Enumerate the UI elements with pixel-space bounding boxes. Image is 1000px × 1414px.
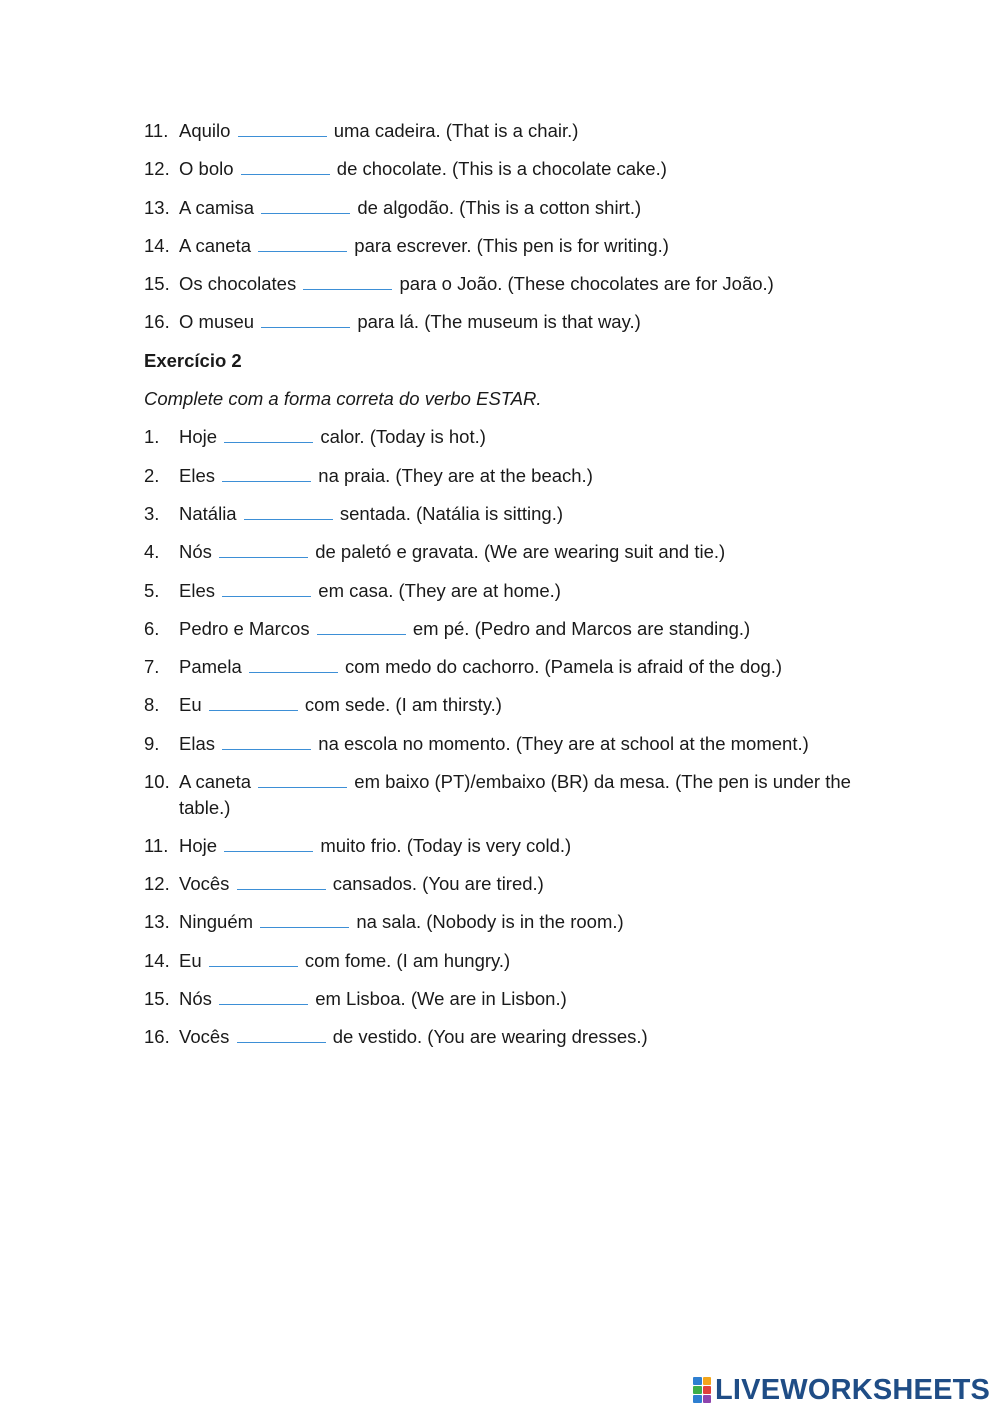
item-text-after: para o João. (These chocolates are for João.) <box>399 273 774 295</box>
answer-blank[interactable] <box>237 1025 326 1043</box>
item-number: 8. <box>144 694 160 716</box>
item-number: 16. <box>144 1026 170 1048</box>
item-text-after: sentada. (Natália is sitting.) <box>339 502 564 524</box>
item-text-after: em casa. (They are at home.) <box>318 579 561 601</box>
exercise-item <box>144 424 864 450</box>
item-text-before: Eles <box>179 464 215 486</box>
liveworksheets-logo <box>693 1375 990 1405</box>
logo-tile <box>703 1386 712 1394</box>
item-text-before: Ninguém <box>179 911 254 933</box>
answer-blank[interactable] <box>222 464 311 482</box>
logo-tile <box>703 1377 712 1385</box>
item-number: 14. <box>144 949 170 971</box>
item-text-after: na sala. (Nobody is in the room.) <box>356 911 624 933</box>
item-text-before: Eles <box>179 579 215 601</box>
exercise-item <box>144 654 864 680</box>
item-number: 15. <box>144 273 170 295</box>
item-text-before: Pedro e Marcos <box>179 617 310 639</box>
item-text-before: Pamela <box>179 656 242 678</box>
item-number: 16. <box>144 311 170 333</box>
item-text-before: Aquilo <box>179 120 231 141</box>
exercise-item <box>144 578 864 604</box>
item-text-after: com medo do cachorro. (Pamela is afraid of the dog.) <box>345 656 783 678</box>
item-number: 12. <box>144 158 170 180</box>
exercise-item <box>144 871 864 897</box>
answer-blank[interactable] <box>261 196 350 214</box>
item-number: 9. <box>144 732 160 754</box>
item-text-before: Os chocolates <box>179 273 297 295</box>
answer-blank[interactable] <box>222 732 311 750</box>
item-text-after: na escola no momento. (They are at school at the moment.) <box>318 732 809 754</box>
item-text-after: uma cadeira. (That is a chair.) <box>333 120 579 141</box>
worksheet-page <box>144 118 864 1063</box>
answer-blank[interactable] <box>238 119 327 137</box>
exercise-item <box>144 986 864 1012</box>
answer-blank[interactable] <box>209 693 298 711</box>
exercise-item <box>144 769 864 820</box>
exercise-item <box>144 195 864 221</box>
exercise-1-list <box>144 118 864 335</box>
item-text-before: Eu <box>179 694 202 716</box>
item-text-after: de paletó e gravata. (We are wearing suit and tie.) <box>315 541 726 563</box>
item-text-before: Vocês <box>179 873 230 895</box>
item-text-before: Nós <box>179 541 212 563</box>
exercise-2-list <box>144 424 864 1049</box>
item-text-before: O bolo <box>179 158 234 180</box>
answer-blank[interactable] <box>303 272 392 290</box>
answer-blank[interactable] <box>244 502 333 520</box>
item-text-after: em pé. (Pedro and Marcos are standing.) <box>412 617 751 639</box>
exercise-item <box>144 616 864 642</box>
exercise-item <box>144 731 864 757</box>
exercise-2-title: Exercício 2 <box>144 349 242 371</box>
item-text-before: Eu <box>179 949 202 971</box>
item-number: 1. <box>144 426 160 448</box>
item-text-after: com sede. (I am thirsty.) <box>304 694 502 716</box>
answer-blank[interactable] <box>249 655 338 673</box>
item-text-before: Nós <box>179 988 212 1010</box>
item-number: 12. <box>144 873 170 895</box>
exercise-item <box>144 271 864 297</box>
item-number: 13. <box>144 196 170 218</box>
item-text-before: Hoje <box>179 834 218 856</box>
answer-blank[interactable] <box>222 579 311 597</box>
exercise-item <box>144 1024 864 1050</box>
answer-blank[interactable] <box>260 910 349 928</box>
item-text-after: de chocolate. (This is a chocolate cake.) <box>336 158 667 180</box>
item-number: 3. <box>144 502 160 524</box>
item-text-after: para escrever. (This pen is for writing.) <box>354 234 669 256</box>
item-text-before: O museu <box>179 311 255 333</box>
item-text-after: para lá. (The museum is that way.) <box>357 311 641 333</box>
item-number: 7. <box>144 656 160 678</box>
item-text-before: A camisa <box>179 196 255 218</box>
item-text-before: Natália <box>179 502 237 524</box>
item-text-after: cansados. (You are tired.) <box>332 873 544 895</box>
exercise-item <box>144 233 864 259</box>
answer-blank[interactable] <box>219 987 308 1005</box>
exercise-item <box>144 948 864 974</box>
answer-blank[interactable] <box>241 157 330 175</box>
answer-blank[interactable] <box>317 617 406 635</box>
exercise-item <box>144 309 864 335</box>
exercise-item <box>144 692 864 718</box>
item-text-before: Vocês <box>179 1026 230 1048</box>
logo-tile <box>693 1377 702 1385</box>
exercise-item <box>144 833 864 859</box>
answer-blank[interactable] <box>209 949 298 967</box>
item-text-before: A caneta <box>179 771 252 793</box>
item-text-after: em baixo (PT)/embaixo (BR) da mesa. (The pen is under the table.) <box>179 771 851 818</box>
item-number: 6. <box>144 617 160 639</box>
item-text-before: A caneta <box>179 234 252 256</box>
item-text-after: calor. (Today is hot.) <box>320 426 486 448</box>
answer-blank[interactable] <box>224 834 313 852</box>
item-number: 11. <box>144 120 169 141</box>
item-number: 11. <box>144 834 169 856</box>
item-number: 13. <box>144 911 170 933</box>
exercise-item <box>144 463 864 489</box>
item-number: 5. <box>144 579 160 601</box>
logo-tile <box>703 1395 712 1403</box>
item-number: 4. <box>144 541 160 563</box>
item-text-after: de algodão. (This is a cotton shirt.) <box>357 196 642 218</box>
logo-text: LIVEWORKSHEETS <box>715 1373 991 1406</box>
exercise-item <box>144 156 864 182</box>
exercise-item <box>144 909 864 935</box>
logo-tile <box>693 1386 702 1394</box>
answer-blank[interactable] <box>224 425 313 443</box>
item-text-after: com fome. (I am hungry.) <box>304 949 511 971</box>
item-text-after: em Lisboa. (We are in Lisbon.) <box>315 988 567 1010</box>
item-text-before: Elas <box>179 732 215 754</box>
item-text-after: de vestido. (You are wearing dresses.) <box>332 1026 648 1048</box>
answer-blank[interactable] <box>219 540 308 558</box>
item-number: 10. <box>144 771 170 793</box>
answer-blank[interactable] <box>258 770 347 788</box>
answer-blank[interactable] <box>258 234 347 252</box>
logo-tile <box>693 1395 702 1403</box>
item-text-after: na praia. (They are at the beach.) <box>318 464 593 486</box>
exercise-2-instruction: Complete com a forma correta do verbo ESTAR. <box>144 388 542 410</box>
exercise-item <box>144 501 864 527</box>
item-number: 15. <box>144 988 170 1010</box>
item-text-after: muito frio. (Today is very cold.) <box>320 834 572 856</box>
answer-blank[interactable] <box>261 310 350 328</box>
item-text-before: Hoje <box>179 426 218 448</box>
liveworksheets-logo-icon <box>693 1377 711 1403</box>
exercise-item <box>144 118 864 144</box>
answer-blank[interactable] <box>237 872 326 890</box>
exercise-item <box>144 539 864 565</box>
item-number: 14. <box>144 234 170 256</box>
item-number: 2. <box>144 464 160 486</box>
